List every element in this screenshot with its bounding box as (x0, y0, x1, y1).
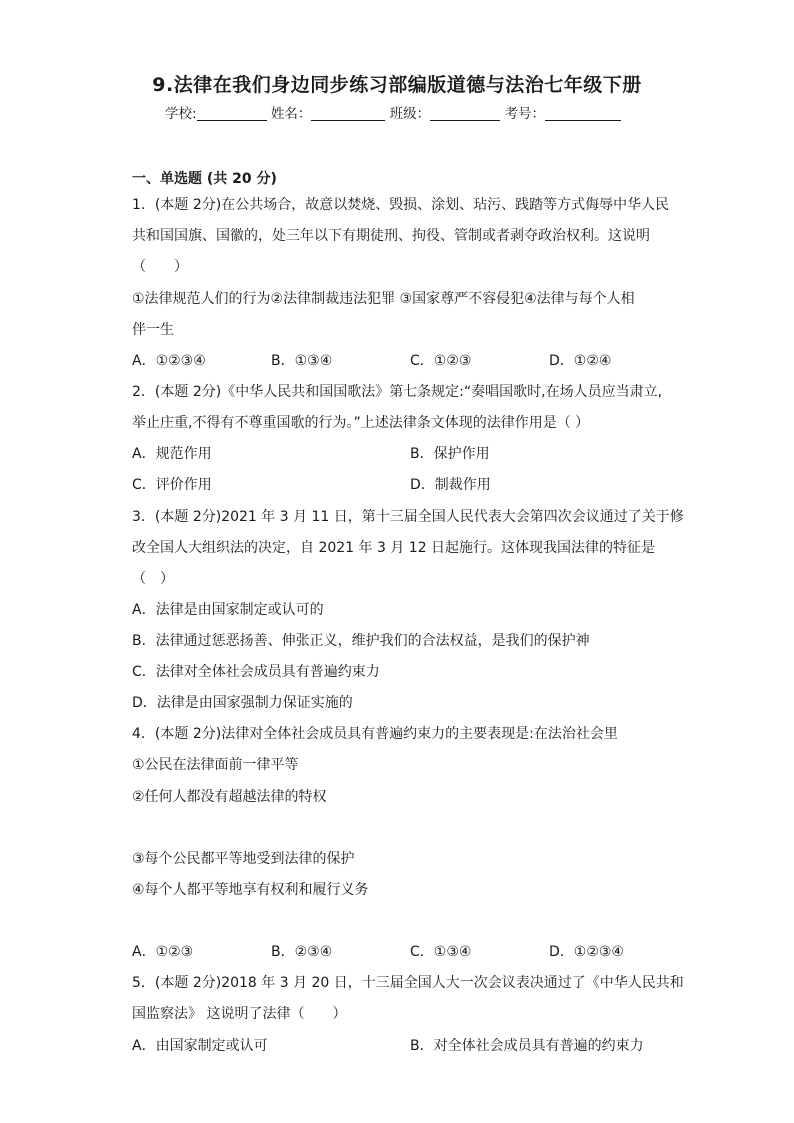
q1-option-c[interactable]: C．①②③ (410, 353, 472, 369)
number-label: 考号： (504, 106, 545, 122)
q3-text-line-1: 3．(本题 2分)2021 年 3 月 11 日，第十三届全国人民代表大会第四次会议通过了关于修 (132, 509, 684, 525)
q3-option-b[interactable]: B．法律通过惩恶扬善、伸张正义，维护我们的合法权益，是我们的保护神 (132, 633, 590, 649)
q3-answer-paren: （ ） (132, 571, 174, 587)
q4-statement-3: ③每个公民都平等地受到法律的保护 (132, 851, 355, 867)
q5-text-line-2: 国监察法》 这说明了法律（ ） (132, 1006, 347, 1022)
q2-option-d[interactable]: D．制裁作用 (410, 477, 491, 493)
q2-option-a[interactable]: A．规范作用 (132, 446, 212, 462)
q1-option-b[interactable]: B．①③④ (271, 353, 333, 369)
school-label: 学校: (165, 106, 197, 122)
q4-text-line-1: 4．(本题 2分)法律对全体社会成员具有普遍约束力的主要表现是:在法治社会里 (132, 726, 618, 742)
student-info-row (165, 102, 621, 122)
q4-statement-2: ②任何人都没有超越法律的特权 (132, 789, 327, 805)
q1-statements-line-1: ①法律规范人们的行为②法律制裁违法犯罪 ③国家尊严不容侵犯④法律与每个人相 (132, 291, 635, 307)
q4-option-c[interactable]: C．①③④ (410, 944, 472, 960)
q3-option-a[interactable]: A．法律是由国家制定或认可的 (132, 602, 324, 618)
q1-option-a[interactable]: A．①②③④ (132, 353, 206, 369)
class-blank[interactable] (430, 106, 500, 121)
q1-text-line-1: 1．(本题 2分)在公共场合，故意以焚烧、毁损、涂划、玷污、践踏等方式侮辱中华人民 (132, 197, 670, 213)
q4-statement-1: ①公民在法律面前一律平等 (132, 757, 299, 773)
q5-option-b[interactable]: B．对全体社会成员具有普遍的约束力 (410, 1038, 644, 1054)
section-heading: 一、单选题 (共 20 分) (132, 171, 277, 187)
q5-text-line-1: 5．(本题 2分)2018 年 3 月 20 日，十三届全国人大一次会议表决通过了《中华人民共和 (132, 975, 684, 991)
q2-option-b[interactable]: B．保护作用 (410, 446, 490, 462)
class-label: 班级： (389, 106, 431, 122)
number-blank[interactable] (545, 106, 621, 121)
name-blank[interactable] (311, 106, 385, 121)
q1-answer-paren: （ ） (132, 259, 188, 275)
q2-text-line-2: 举止庄重,不得有不尊重国歌的行为。”上述法律条文体现的法律作用是（ ） (132, 415, 590, 431)
q3-option-d[interactable]: D．法律是由国家强制力保证实施的 (132, 695, 353, 711)
q1-text-line-2: 共和国国旗、国徽的，处三年以下有期徒刑、拘役、管制或者剥夺政治权利。这说明 (132, 228, 650, 244)
q4-statement-4: ④每个人都平等地享有权利和履行义务 (132, 882, 369, 898)
q4-option-d[interactable]: D．①②③④ (549, 944, 624, 960)
school-blank[interactable] (197, 106, 267, 121)
q4-option-a[interactable]: A．①②③ (132, 944, 194, 960)
page-title: 9.法律在我们身边同步练习部编版道德与法治七年级下册 (152, 74, 642, 96)
q2-option-c[interactable]: C．评价作用 (132, 477, 212, 493)
q1-option-d[interactable]: D．①②④ (549, 353, 612, 369)
name-label: 姓名： (270, 106, 312, 122)
q1-statements-line-2: 伴一生 (132, 322, 174, 338)
q2-text-line-1: 2．(本题 2分)《中华人民共和国国歌法》第七条规定:“奏唱国歌时,在场人员应当肃立, (132, 384, 663, 400)
q3-text-line-2: 改全国人大组织法的决定，自 2021 年 3 月 12 日起施行。这体现我国法律的特征是 (132, 540, 656, 556)
q4-option-b[interactable]: B．②③④ (271, 944, 333, 960)
q3-option-c[interactable]: C．法律对全体社会成员具有普遍约束力 (132, 664, 380, 680)
q5-option-a[interactable]: A．由国家制定或认可 (132, 1038, 268, 1054)
